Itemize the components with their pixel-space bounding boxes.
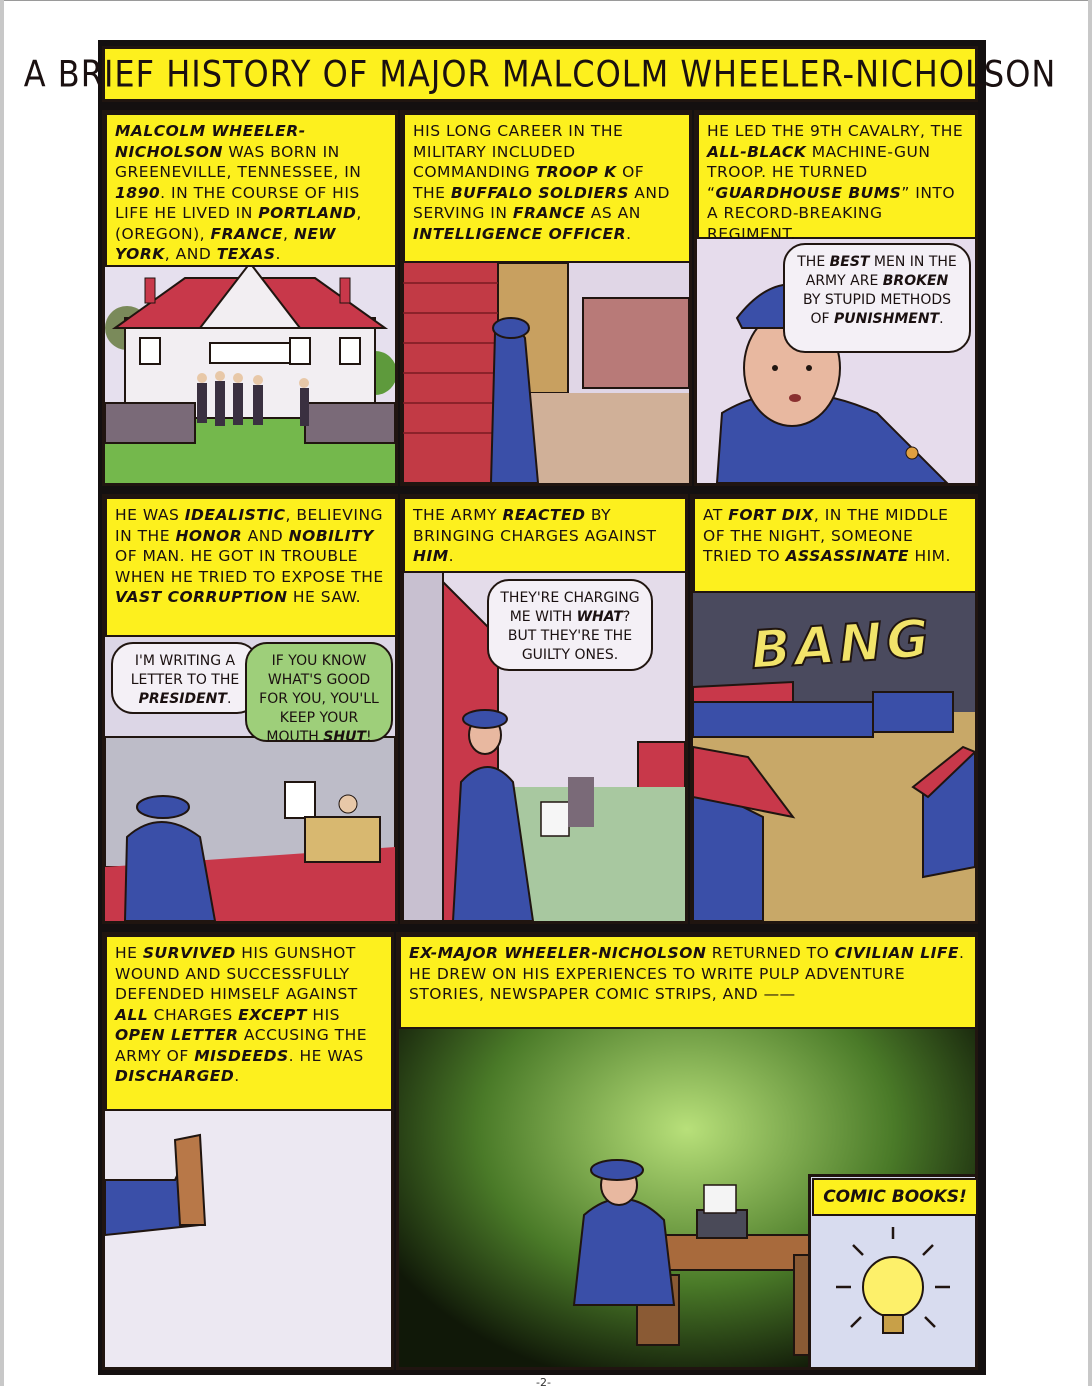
panel-7-caption — [105, 935, 393, 1111]
caption-text: AS AN — [585, 204, 641, 222]
caption-text: . HE DREW ON HIS EXPERIENCES TO WRITE PULP ADVENTURE STORIES, NEWSPAPER COMIC STRIPS, AND —— — [409, 944, 965, 1003]
panel-5-caption — [403, 497, 687, 573]
viewer-top-border — [0, 0, 1092, 1]
caption-text: ! — [365, 729, 372, 745]
caption-text: , IN THE MIDDLE OF THE NIGHT, SOMEONE TRIED TO — [703, 506, 949, 565]
emphasized-text: BEST — [829, 254, 870, 270]
emphasized-text: EX-MAJOR WHEELER-NICHOLSON — [409, 944, 707, 962]
emphasized-text: NOBILITY — [288, 526, 374, 545]
caption-text: THE ARMY — [413, 506, 503, 524]
emphasized-text: GUARDHOUSE BUMS — [715, 183, 902, 202]
caption-text: CHARGES — [148, 1005, 239, 1024]
caption-text: HIS — [307, 1005, 340, 1024]
caption-text: , (OREGON), — [115, 204, 362, 243]
emphasized-text: MALCOLM WHEELER-NICHOLSON — [115, 122, 306, 161]
emphasized-text: FRANCE — [512, 204, 586, 222]
panel-6-caption — [693, 497, 977, 593]
caption-text: , — [283, 224, 294, 243]
emphasized-text: 1890 — [115, 183, 161, 202]
emphasized-text: ALL-BLACK — [707, 142, 807, 161]
panel-4-caption — [105, 497, 397, 637]
emphasized-text: EXCEPT — [238, 1005, 307, 1024]
emphasized-text: FRANCE — [210, 224, 283, 243]
panel-discharged — [102, 932, 394, 1370]
caption-text: WAS BORN IN GREENEVILLE, TENNESSEE, IN — [115, 142, 362, 181]
emphasized-text: HONOR — [175, 526, 243, 545]
page-title: A BRIEF HISTORY OF MAJOR MALCOLM WHEELER-NICHOLSON — [23, 52, 1057, 96]
panel-4-speech-bubble-major — [111, 642, 259, 714]
emphasized-text: NEW YORK — [115, 224, 337, 263]
viewer-left-border — [0, 0, 4, 1386]
caption-text: ? BUT THEY'RE THE GUILTY ONES. — [507, 609, 633, 663]
emphasized-text: REACTED — [502, 506, 586, 524]
panel-cavalry — [694, 110, 978, 486]
emphasized-text: PUNISHMENT — [833, 311, 940, 327]
caption-text: HIS GUNSHOT WOUND AND SUCCESSFULLY DEFENDED HIMSELF AGAINST — [115, 944, 358, 1003]
caption-text: . — [234, 1067, 240, 1085]
panel-3-caption — [697, 113, 977, 243]
caption-text: BY BRINGING CHARGES AGAINST — [413, 506, 657, 545]
emphasized-text: ALL — [115, 1005, 149, 1024]
caption-text: . HE WAS — [288, 1046, 364, 1065]
caption-text: ACCUSING THE ARMY OF — [115, 1026, 368, 1065]
emphasized-text: OPEN LETTER — [115, 1026, 239, 1044]
caption-text: OF MAN. HE GOT IN TROUBLE WHEN HE TRIED TO EXPOSE THE — [115, 547, 384, 586]
emphasized-text: VAST CORRUPTION — [115, 588, 288, 606]
emphasized-text: TEXAS — [216, 245, 276, 263]
title-banner — [23, 46, 1057, 102]
panel-3-speech-bubble — [783, 243, 971, 353]
panel-idealistic — [102, 494, 398, 924]
caption-text: AND SERVING IN — [413, 183, 670, 222]
panel-8-caption — [399, 935, 977, 1029]
panel-1-caption — [105, 113, 397, 267]
comic-books-caption: COMIC BOOKS! — [812, 1178, 978, 1216]
emphasized-text: PRESIDENT — [138, 691, 227, 707]
emphasized-text: WHAT — [576, 609, 623, 625]
emphasized-text: MISDEEDS — [194, 1046, 289, 1065]
caption-text: ” INTO A RECORD-BREAKING REGIMENT. — [707, 183, 956, 243]
caption-text: THE — [797, 254, 830, 270]
panel-military-career — [400, 110, 692, 486]
caption-text: BY STUPID METHODS OF — [802, 292, 952, 327]
caption-text: , AND — [164, 245, 217, 263]
caption-text: AND — [242, 526, 289, 545]
emphasized-text: TROOP K — [535, 163, 617, 181]
emphasized-text: HIM — [413, 547, 449, 565]
viewer-right-border — [1088, 0, 1092, 1386]
caption-text: RETURNED TO — [706, 944, 835, 962]
emphasized-text: CIVILIAN LIFE — [834, 944, 960, 962]
caption-text: . — [226, 691, 232, 707]
caption-text: HE LED THE 9TH CAVALRY, THE — [707, 122, 964, 140]
panel-5-speech-bubble — [487, 579, 653, 671]
panel-fort-dix — [690, 494, 978, 924]
emphasized-text: PORTLAND — [258, 204, 357, 222]
caption-text: . IN THE COURSE OF HIS LIFE HE LIVED IN — [115, 183, 360, 222]
caption-text: HE WAS — [115, 506, 185, 524]
caption-text: OF THE — [413, 163, 645, 202]
caption-text: HE SAW. — [287, 588, 362, 606]
emphasized-text: BUFFALO SOLDIERS — [450, 183, 629, 202]
caption-text: THEY'RE CHARGING ME WITH — [500, 590, 640, 625]
caption-text: HIM. — [909, 547, 951, 565]
emphasized-text: BROKEN — [882, 273, 949, 289]
emphasized-text: IDEALISTIC — [184, 506, 286, 524]
panel-2-caption — [403, 113, 691, 263]
bang-sound-effect: BANG — [749, 608, 935, 682]
emphasized-text: FORT DIX — [728, 506, 814, 524]
caption-text: HE — [115, 944, 143, 962]
panel-charges — [400, 494, 688, 924]
caption-text: . — [275, 245, 281, 263]
caption-text: IF YOU KNOW WHAT'S GOOD FOR YOU, YOU'LL KEEP YOUR MOUTH — [259, 653, 379, 745]
emphasized-text: INTELLIGENCE OFFICER — [413, 224, 627, 243]
caption-text: HIS LONG CAREER IN THE MILITARY INCLUDED COMMANDING — [413, 122, 624, 181]
emphasized-text: SURVIVED — [142, 944, 236, 962]
caption-text: MEN IN THE ARMY ARE — [805, 254, 957, 289]
panel-4-speech-bubble-officer — [245, 642, 393, 745]
caption-text: MACHINE-GUN TROOP. HE TURNED “ — [707, 142, 931, 202]
caption-text: . — [448, 547, 455, 565]
emphasized-text: ASSASSINATE — [785, 547, 910, 565]
caption-text: , BELIEVING IN THE — [115, 506, 384, 545]
caption-text: . — [626, 224, 632, 243]
emphasized-text: SHUT — [323, 729, 366, 745]
emphasized-text: DISCHARGED — [115, 1067, 235, 1085]
caption-text: AT — [703, 506, 729, 524]
panel-birthplace — [102, 110, 398, 486]
caption-text: I'M WRITING A LETTER TO THE — [130, 653, 240, 688]
page-number: -2- — [536, 1376, 551, 1389]
caption-text: . — [939, 311, 944, 327]
